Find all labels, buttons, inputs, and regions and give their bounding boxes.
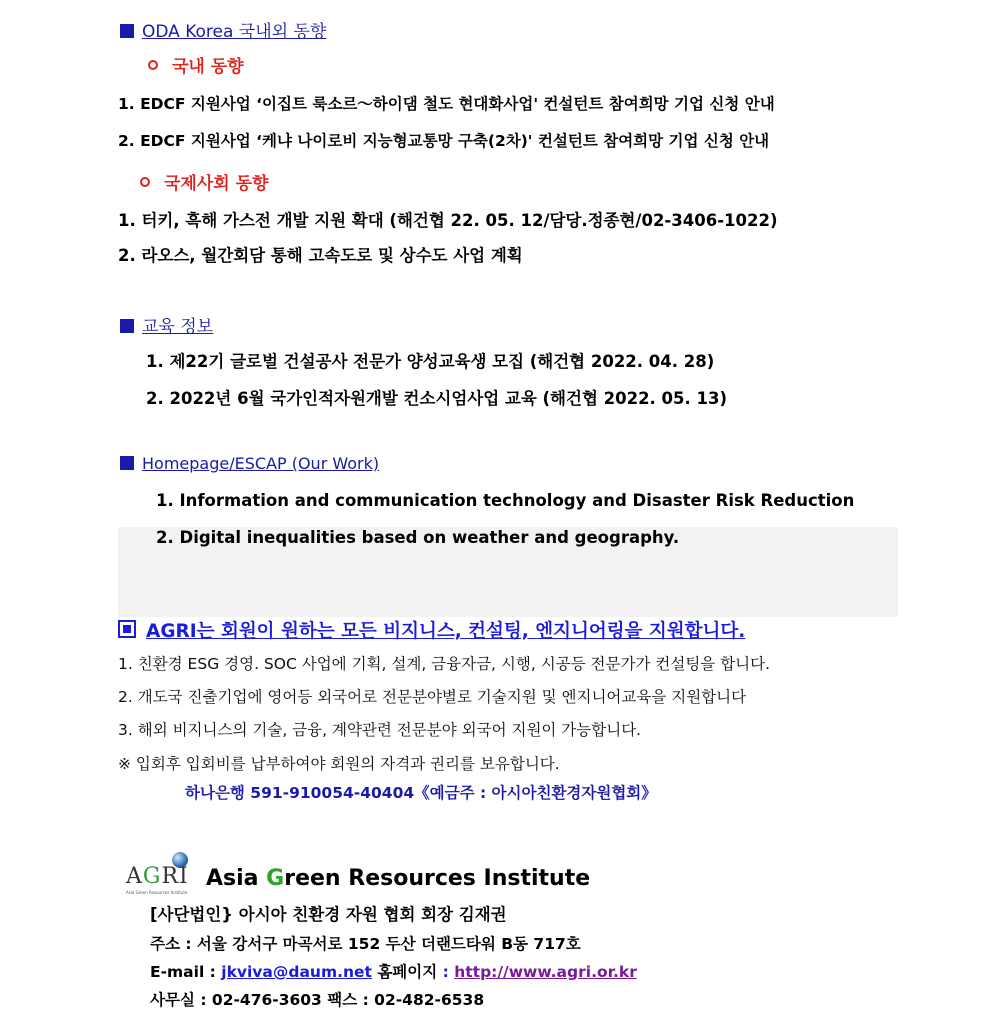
- president-line: [사단법인} 아시아 친환경 자원 협회 회장 김재권: [150, 905, 507, 924]
- intl-item-2: 2. 라오스, 월간회담 통해 고속도로 및 상수도 사업 계획: [118, 246, 523, 265]
- oda-section-title: ODA Korea 국내외 동향: [120, 17, 326, 42]
- address-line: 주소 : 서울 강서구 마곡서로 152 두산 더랜드타워 B동 717호: [150, 935, 581, 953]
- intl-subtitle: 국제사회 동향: [140, 169, 268, 194]
- institute-name: Asia Green Resources Institute: [206, 866, 591, 891]
- email-link[interactable]: jkviva@daum.net: [221, 963, 372, 981]
- education-item-1: 1. 제22기 글로벌 건설공사 전문가 양성교육생 모집 (해건협 2022. 04. 28): [146, 352, 715, 371]
- agri-section-title: AGRI는 회원이 원하는 모든 비지니스, 컨설팅, 엔지니어링을 지원합니다.: [118, 617, 745, 643]
- office-line: 사무실 : 02-476-3603 팩스 : 02-482-6538: [150, 991, 485, 1009]
- circle-bullet-icon: [148, 60, 158, 70]
- square-bullet-icon: [120, 319, 134, 333]
- agri-note: ※ 입회후 입회비를 납부하여야 회원의 자격과 권리를 보유합니다.: [118, 755, 560, 773]
- agri-logo: AGRI Asia Green Resources Institute: [126, 850, 196, 895]
- agri-item-1: 1. 친환경 ESG 경영. SOC 사업에 기획, 설계, 금융자금, 시행, 시공등 전문가가 컨설팅을 합니다.: [118, 655, 771, 673]
- agri-item-3: 3. 해외 비지니스의 기술, 금융, 계약관련 전문분야 외국어 지원이 가능합니다.: [118, 721, 642, 739]
- education-item-2: 2. 2022년 6월 국가인적자원개발 컨소시엄사업 교육 (해건협 2022. 05. 13): [146, 389, 728, 408]
- homepage-link[interactable]: http://www.agri.or.kr: [454, 963, 637, 981]
- bank-account: 하나은행 591-910054-40404《예금주 : 아시아친환경자원협회》: [185, 784, 657, 802]
- boxed-square-icon: [118, 620, 136, 638]
- homepage-section-title: Homepage/ESCAP (Our Work): [120, 454, 379, 473]
- square-bullet-icon: [120, 456, 134, 470]
- logo-tagline: Asia Green Resources Institute: [126, 890, 188, 895]
- intl-item-1: 1. 터키, 흑해 가스전 개발 지원 확대 (해건협 22. 05. 12/담당.정종현/02-3406-1022): [118, 211, 778, 230]
- homepage-item-2: 2. Digital inequalities based on weather and geography.: [156, 528, 680, 547]
- domestic-subtitle: 국내 동향: [148, 52, 244, 77]
- education-section-title: 교육 정보: [120, 312, 213, 337]
- square-bullet-icon: [120, 24, 134, 38]
- domestic-item-1: 1. EDCF 지원사업 ‘이집트 룩소르～하이댐 철도 현대화사업' 컨설턴트 참여희망 기업 신청 안내: [118, 95, 775, 113]
- agri-item-2: 2. 개도국 진출기업에 영어등 외국어로 전문분야별로 기술지원 및 엔지니어교육을 지원합니다: [118, 688, 747, 706]
- domestic-item-2: 2. EDCF 지원사업 ‘케냐 나이로비 지능형교통망 구축(2차)' 컨설턴트 참여희망 기업 신청 안내: [118, 132, 770, 150]
- contact-line: E-mail : jkviva@daum.net 홈페이지 : http://www.agri.or.kr: [150, 963, 637, 981]
- homepage-item-1: 1. Information and communication technology and Disaster Risk Reduction: [156, 491, 855, 510]
- circle-bullet-icon: [140, 177, 150, 187]
